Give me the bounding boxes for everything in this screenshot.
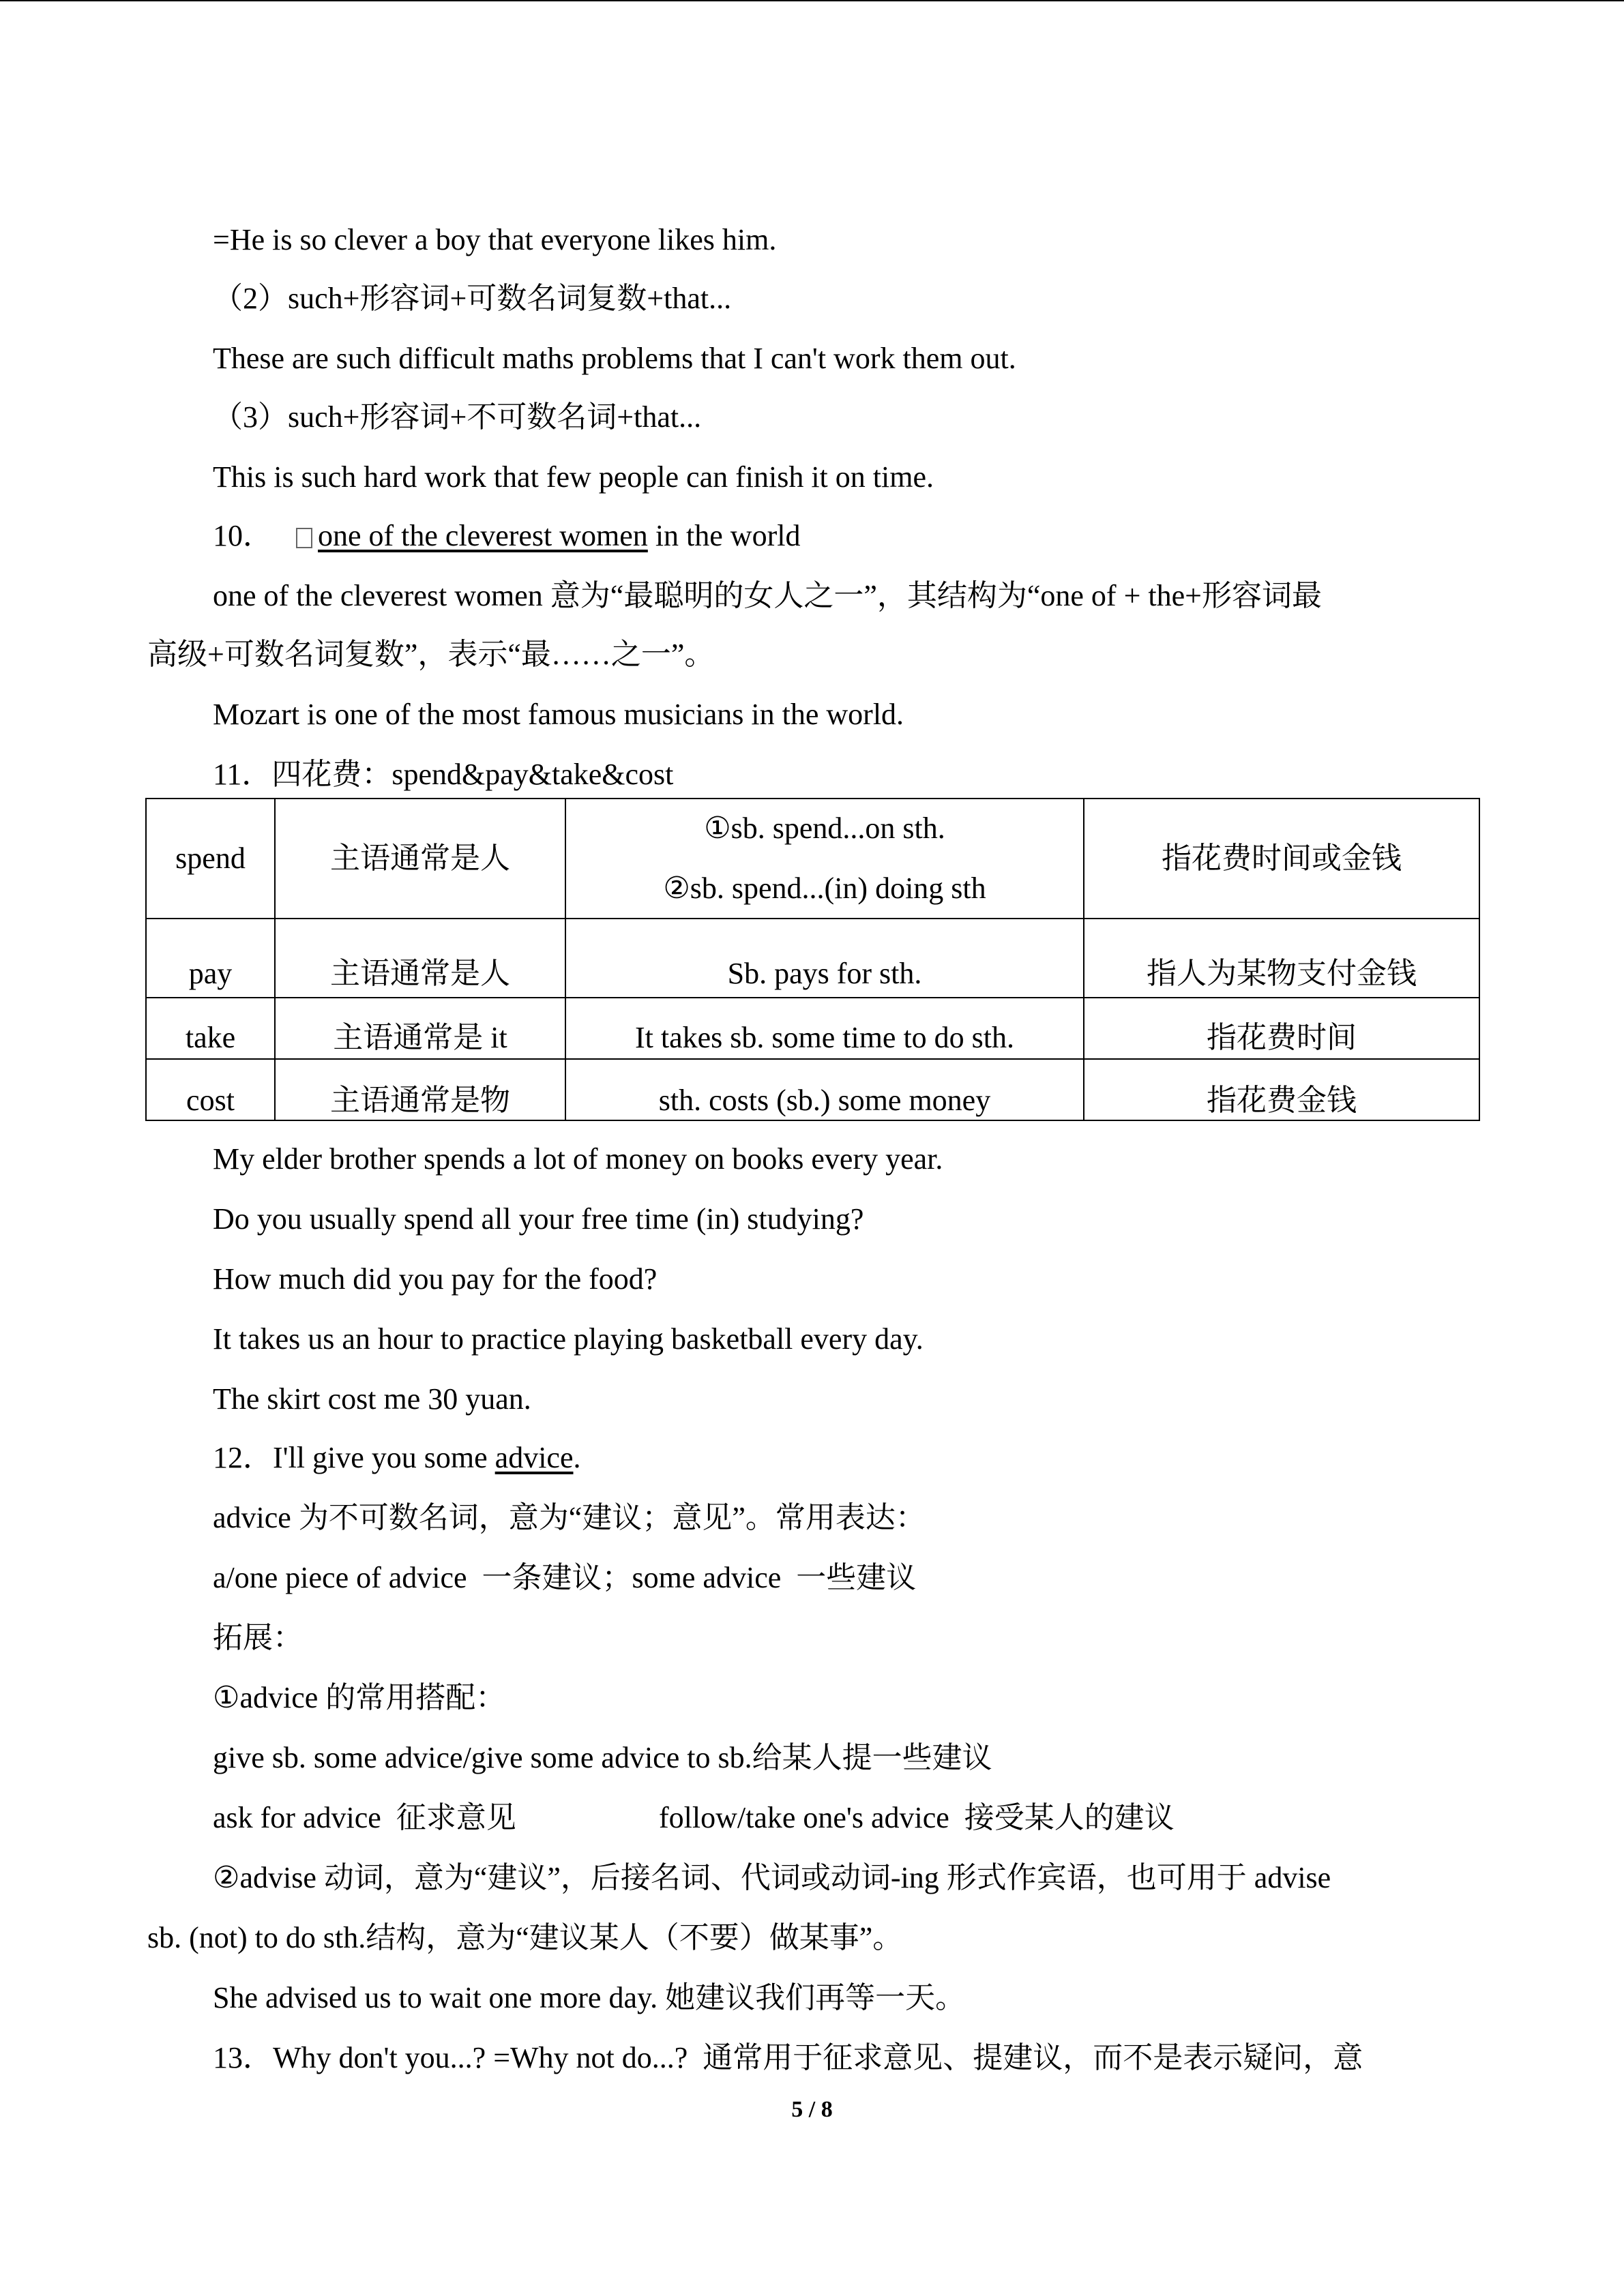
text-line: （3）such+形容词+不可数名词+that... bbox=[213, 400, 702, 434]
table-row bbox=[146, 998, 1479, 1059]
example-sentence: My elder brother spends a lot of money on books every year. bbox=[213, 1142, 943, 1176]
example-sentence: The skirt cost me 30 yuan. bbox=[213, 1382, 531, 1416]
text-line: follow/take one's advice 接受某人的建议 bbox=[659, 1801, 1175, 1834]
item-12-heading bbox=[213, 1439, 1624, 1477]
page-top-border bbox=[0, 0, 1624, 1]
item-12-suffix: . bbox=[573, 1441, 581, 1474]
item-12-prefix: 12．I'll give you some bbox=[213, 1441, 495, 1474]
comparison-table bbox=[145, 798, 1480, 1121]
item-11-heading: 11．四花费：spend&pay&take&cost bbox=[213, 758, 674, 791]
text-line: 拓展： bbox=[213, 1621, 303, 1654]
text-line: advice 为不可数名词，意为“建议；意见”。常用表达： bbox=[213, 1501, 926, 1534]
example-sentence: She advised us to wait one more day. 她建议我们再等一天。 bbox=[213, 1981, 966, 2014]
example-sentence: Mozart is one of the most famous musicians in the world. bbox=[213, 698, 904, 731]
item-13-heading: 13．Why don't you...? =Why not do...? 通常用于征求意见、提建议，而不是表示疑问，意 bbox=[213, 2041, 1363, 2074]
usage-line: ②sb. spend...(in) doing sth bbox=[663, 871, 986, 905]
meaning-cell: 指花费金钱 bbox=[1084, 1059, 1479, 1120]
subject-cell: 主语通常是人 bbox=[275, 919, 565, 998]
word-cell: spend bbox=[146, 799, 275, 919]
word-cell: take bbox=[146, 998, 275, 1059]
text-line: This is such hard work that few people can finish it on time. bbox=[213, 460, 934, 494]
text-line: give sb. some advice/give some advice to sb.给某人提一些建议 bbox=[213, 1741, 992, 1774]
phrase-rest: in the world bbox=[647, 519, 801, 552]
key-phrase: one of the cleverest women bbox=[318, 519, 648, 552]
text-line: ①advice 的常用搭配： bbox=[213, 1681, 506, 1714]
key-word: advice bbox=[494, 1441, 574, 1474]
text-line: ②advise 动词，意为“建议”，后接名词、代词或动词-ing 形式作宾语，也可用于 advise bbox=[213, 1861, 1331, 1894]
text-line: sb. (not) to do sth.结构，意为“建议某人（不要）做某事”。 bbox=[147, 1921, 903, 1954]
subject-cell: 主语通常是 it bbox=[275, 998, 565, 1059]
checkbox-square-icon bbox=[296, 528, 312, 548]
meaning-cell: 指人为某物支付金钱 bbox=[1084, 919, 1479, 998]
table-row bbox=[146, 799, 1479, 919]
text-line: a/one piece of advice 一条建议；some advice 一些建议 bbox=[213, 1561, 917, 1594]
word-cell: pay bbox=[146, 919, 275, 998]
usage-cell: sth. costs (sb.) some money bbox=[565, 1059, 1084, 1120]
usage-line: ①sb. spend...on sth. bbox=[704, 811, 945, 845]
meaning-cell: 指花费时间或金钱 bbox=[1084, 799, 1479, 919]
usage-cell: It takes sb. some time to do sth. bbox=[565, 998, 1084, 1059]
subject-cell: 主语通常是人 bbox=[275, 799, 565, 919]
subject-cell: 主语通常是物 bbox=[275, 1059, 565, 1120]
item-10-heading bbox=[213, 517, 1624, 555]
item-number: 10． bbox=[213, 519, 273, 552]
example-sentence: Do you usually spend all your free time (in) studying? bbox=[213, 1202, 864, 1236]
example-sentence: It takes us an hour to practice playing basketball every day. bbox=[213, 1322, 924, 1356]
word-cell: cost bbox=[146, 1059, 275, 1120]
page-number: 5 / 8 bbox=[791, 2097, 833, 2122]
meaning-cell: 指花费时间 bbox=[1084, 998, 1479, 1059]
text-line: 高级+可数名词复数”，表示“最……之一”。 bbox=[147, 638, 715, 671]
table-row bbox=[146, 1059, 1479, 1120]
usage-cell: Sb. pays for sth. bbox=[565, 919, 1084, 998]
text-line: =He is so clever a boy that everyone likes him. bbox=[213, 223, 777, 256]
usage-cell bbox=[565, 799, 1084, 919]
text-line: one of the cleverest women 意为“最聪明的女人之一”，其结构为“one of + the+形容词最 bbox=[213, 579, 1322, 612]
text-line: （2）such+形容词+可数名词复数+that... bbox=[213, 282, 732, 315]
table-row bbox=[146, 919, 1479, 998]
example-sentence: How much did you pay for the food? bbox=[213, 1262, 658, 1296]
text-line: These are such difficult maths problems that I can't work them out. bbox=[213, 342, 1016, 375]
text-line: ask for advice 征求意见 bbox=[213, 1801, 516, 1834]
